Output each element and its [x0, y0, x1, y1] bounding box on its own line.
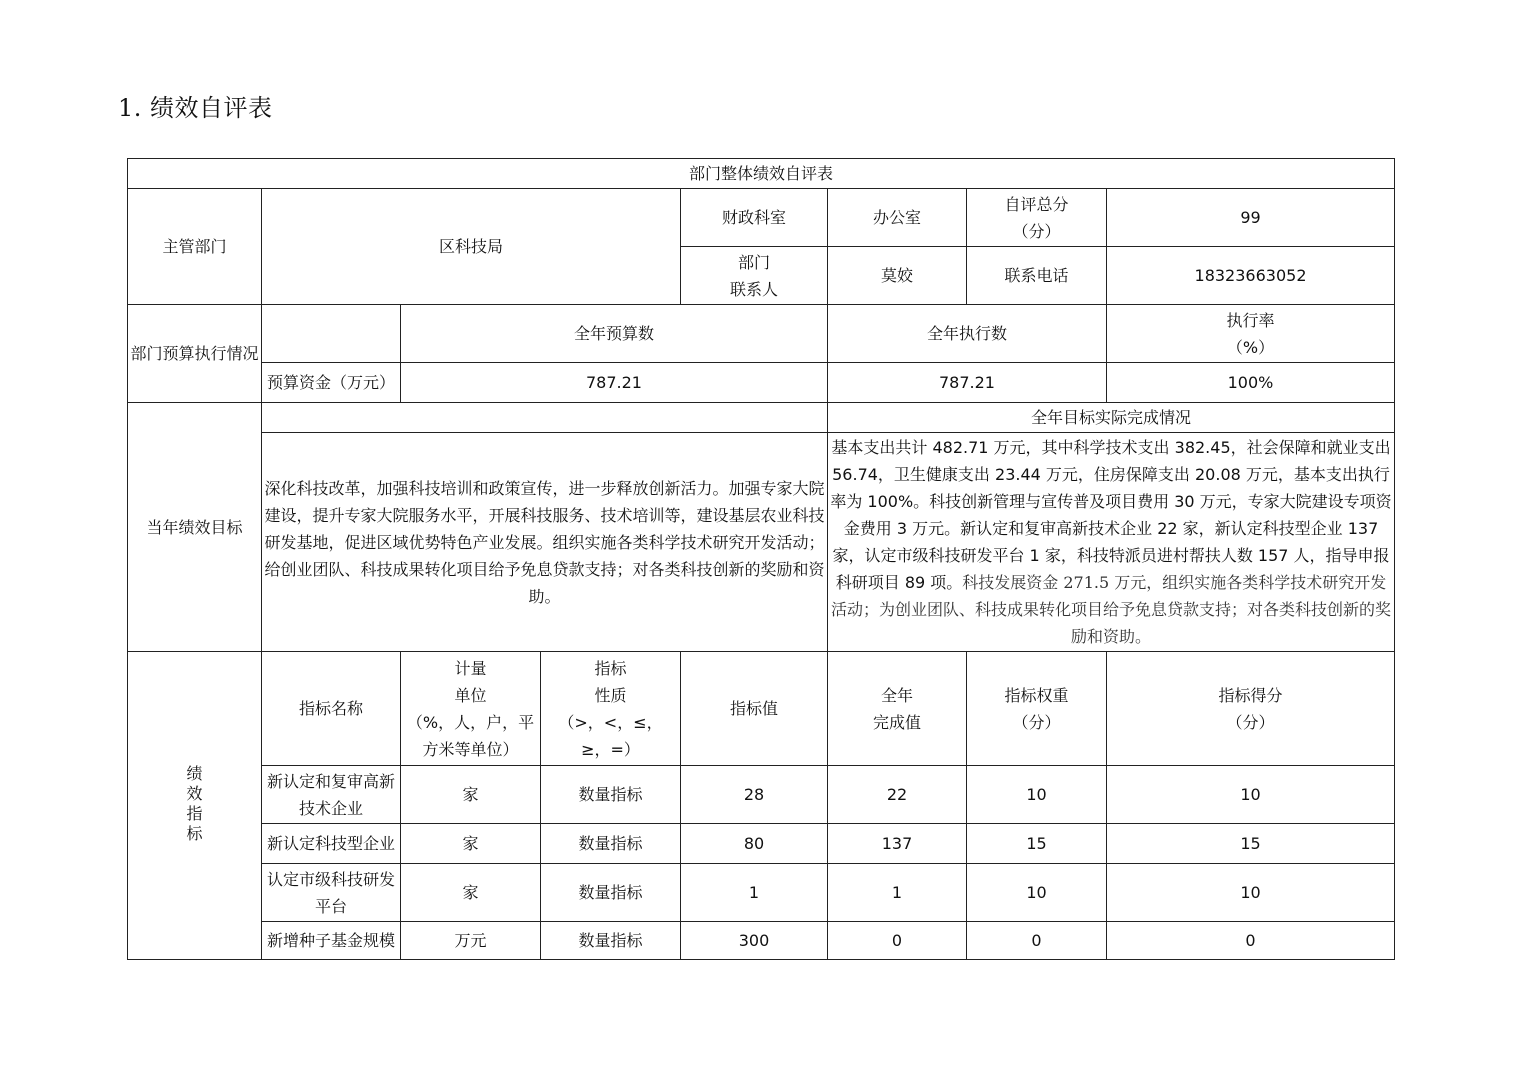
row-score: 15	[1107, 824, 1395, 864]
row-name: 认定市级科技研发平台	[262, 864, 401, 922]
completion-label: 全年目标实际完成情况	[828, 403, 1395, 433]
indicators-label: 绩效指标	[128, 652, 262, 960]
annual-budget-value: 787.21	[401, 363, 828, 403]
row-actual: 22	[828, 766, 967, 824]
row-name: 新认定和复审高新技术企业	[262, 766, 401, 824]
phone-value: 18323663052	[1107, 247, 1395, 305]
total-score-label: 自评总分 （分）	[967, 189, 1107, 247]
exec-rate-label: 执行率 （%）	[1107, 305, 1395, 363]
row-nature: 数量指标	[541, 766, 681, 824]
header-score: 指标得分 （分）	[1107, 652, 1395, 766]
row-target: 28	[681, 766, 828, 824]
row-name: 新认定科技型企业	[262, 824, 401, 864]
office-value: 办公室	[828, 189, 967, 247]
header-weight: 指标权重 （分）	[967, 652, 1107, 766]
blank-cell	[262, 403, 828, 433]
goal-text: 深化科技改革，加强科技培训和政策宣传，进一步释放创新活力。加强专家大院建设，提升专家大院服务水平，开展科技服务、技术培训等，建设基层农业科技研发基地，促进区域优势特色产业发展。组织实施各类科学技术研究开发活动；给创业团队、科技成果转化项目给予免息贷款支持；对各类科技创新的奖励和资助。	[262, 433, 828, 652]
header-unit: 计量 单位 （%，人，户，平 方米等单位）	[401, 652, 541, 766]
header-name: 指标名称	[262, 652, 401, 766]
contact-label: 部门 联系人	[681, 247, 828, 305]
row-target: 80	[681, 824, 828, 864]
row-weight: 10	[967, 864, 1107, 922]
annual-exec-label: 全年执行数	[828, 305, 1107, 363]
finance-office-label: 财政科室	[681, 189, 828, 247]
performance-table	[127, 158, 1395, 960]
row-score: 0	[1107, 922, 1395, 960]
header-actual: 全年 完成值	[828, 652, 967, 766]
exec-rate-value: 100%	[1107, 363, 1395, 403]
dept-value: 区科技局	[262, 189, 681, 305]
row-target: 300	[681, 922, 828, 960]
row-score: 10	[1107, 766, 1395, 824]
table-caption: 部门整体绩效自评表	[128, 159, 1395, 189]
header-nature: 指标 性质 （>，<，≤， ≥，=）	[541, 652, 681, 766]
row-score: 10	[1107, 864, 1395, 922]
row-actual: 137	[828, 824, 967, 864]
dept-label: 主管部门	[128, 189, 262, 305]
row-unit: 家	[401, 824, 541, 864]
row-unit: 家	[401, 864, 541, 922]
blank-cell	[262, 305, 401, 363]
table-row	[128, 864, 1395, 922]
row-target: 1	[681, 864, 828, 922]
table-row	[128, 922, 1395, 960]
page-title: 1. 绩效自评表	[118, 94, 273, 122]
contact-value: 莫姣	[828, 247, 967, 305]
row-weight: 0	[967, 922, 1107, 960]
completion-text: 基本支出共计 482.71 万元，其中科学技术支出 382.45，社会保障和就业支出 56.74，卫生健康支出 23.44 万元，住房保障支出 20.08 万元，基本支出执行率为 100%。科技创新管理与宣传普及项目费用 30 万元，专家大院建设专项资金费用 3 万元。新认定和复审高新技术企业 22 家，新认定科技型企业 137 家，认定市级科技研发平台 1 家，科技特派员进村帮扶人数 157 人，指导申报科研项目 89 项。科技发展资金 271.5 万元，组织实施各类科学技术研究开发活动；为创业团队、科技成果转化项目给予免息贷款支持；对各类科技创新的奖励和资助。	[828, 433, 1395, 652]
row-nature: 数量指标	[541, 824, 681, 864]
budget-exec-label: 部门预算执行情况	[128, 305, 262, 403]
table-row	[128, 824, 1395, 864]
phone-label: 联系电话	[967, 247, 1107, 305]
row-name: 新增种子基金规模	[262, 922, 401, 960]
row-weight: 10	[967, 766, 1107, 824]
total-score-value: 99	[1107, 189, 1395, 247]
header-target: 指标值	[681, 652, 828, 766]
budget-funds-label: 预算资金（万元）	[262, 363, 401, 403]
row-actual: 0	[828, 922, 967, 960]
row-weight: 15	[967, 824, 1107, 864]
row-nature: 数量指标	[541, 922, 681, 960]
annual-budget-label: 全年预算数	[401, 305, 828, 363]
row-nature: 数量指标	[541, 864, 681, 922]
row-unit: 家	[401, 766, 541, 824]
table-row	[128, 766, 1395, 824]
annual-exec-value: 787.21	[828, 363, 1107, 403]
row-actual: 1	[828, 864, 967, 922]
goal-label: 当年绩效目标	[128, 403, 262, 652]
row-unit: 万元	[401, 922, 541, 960]
